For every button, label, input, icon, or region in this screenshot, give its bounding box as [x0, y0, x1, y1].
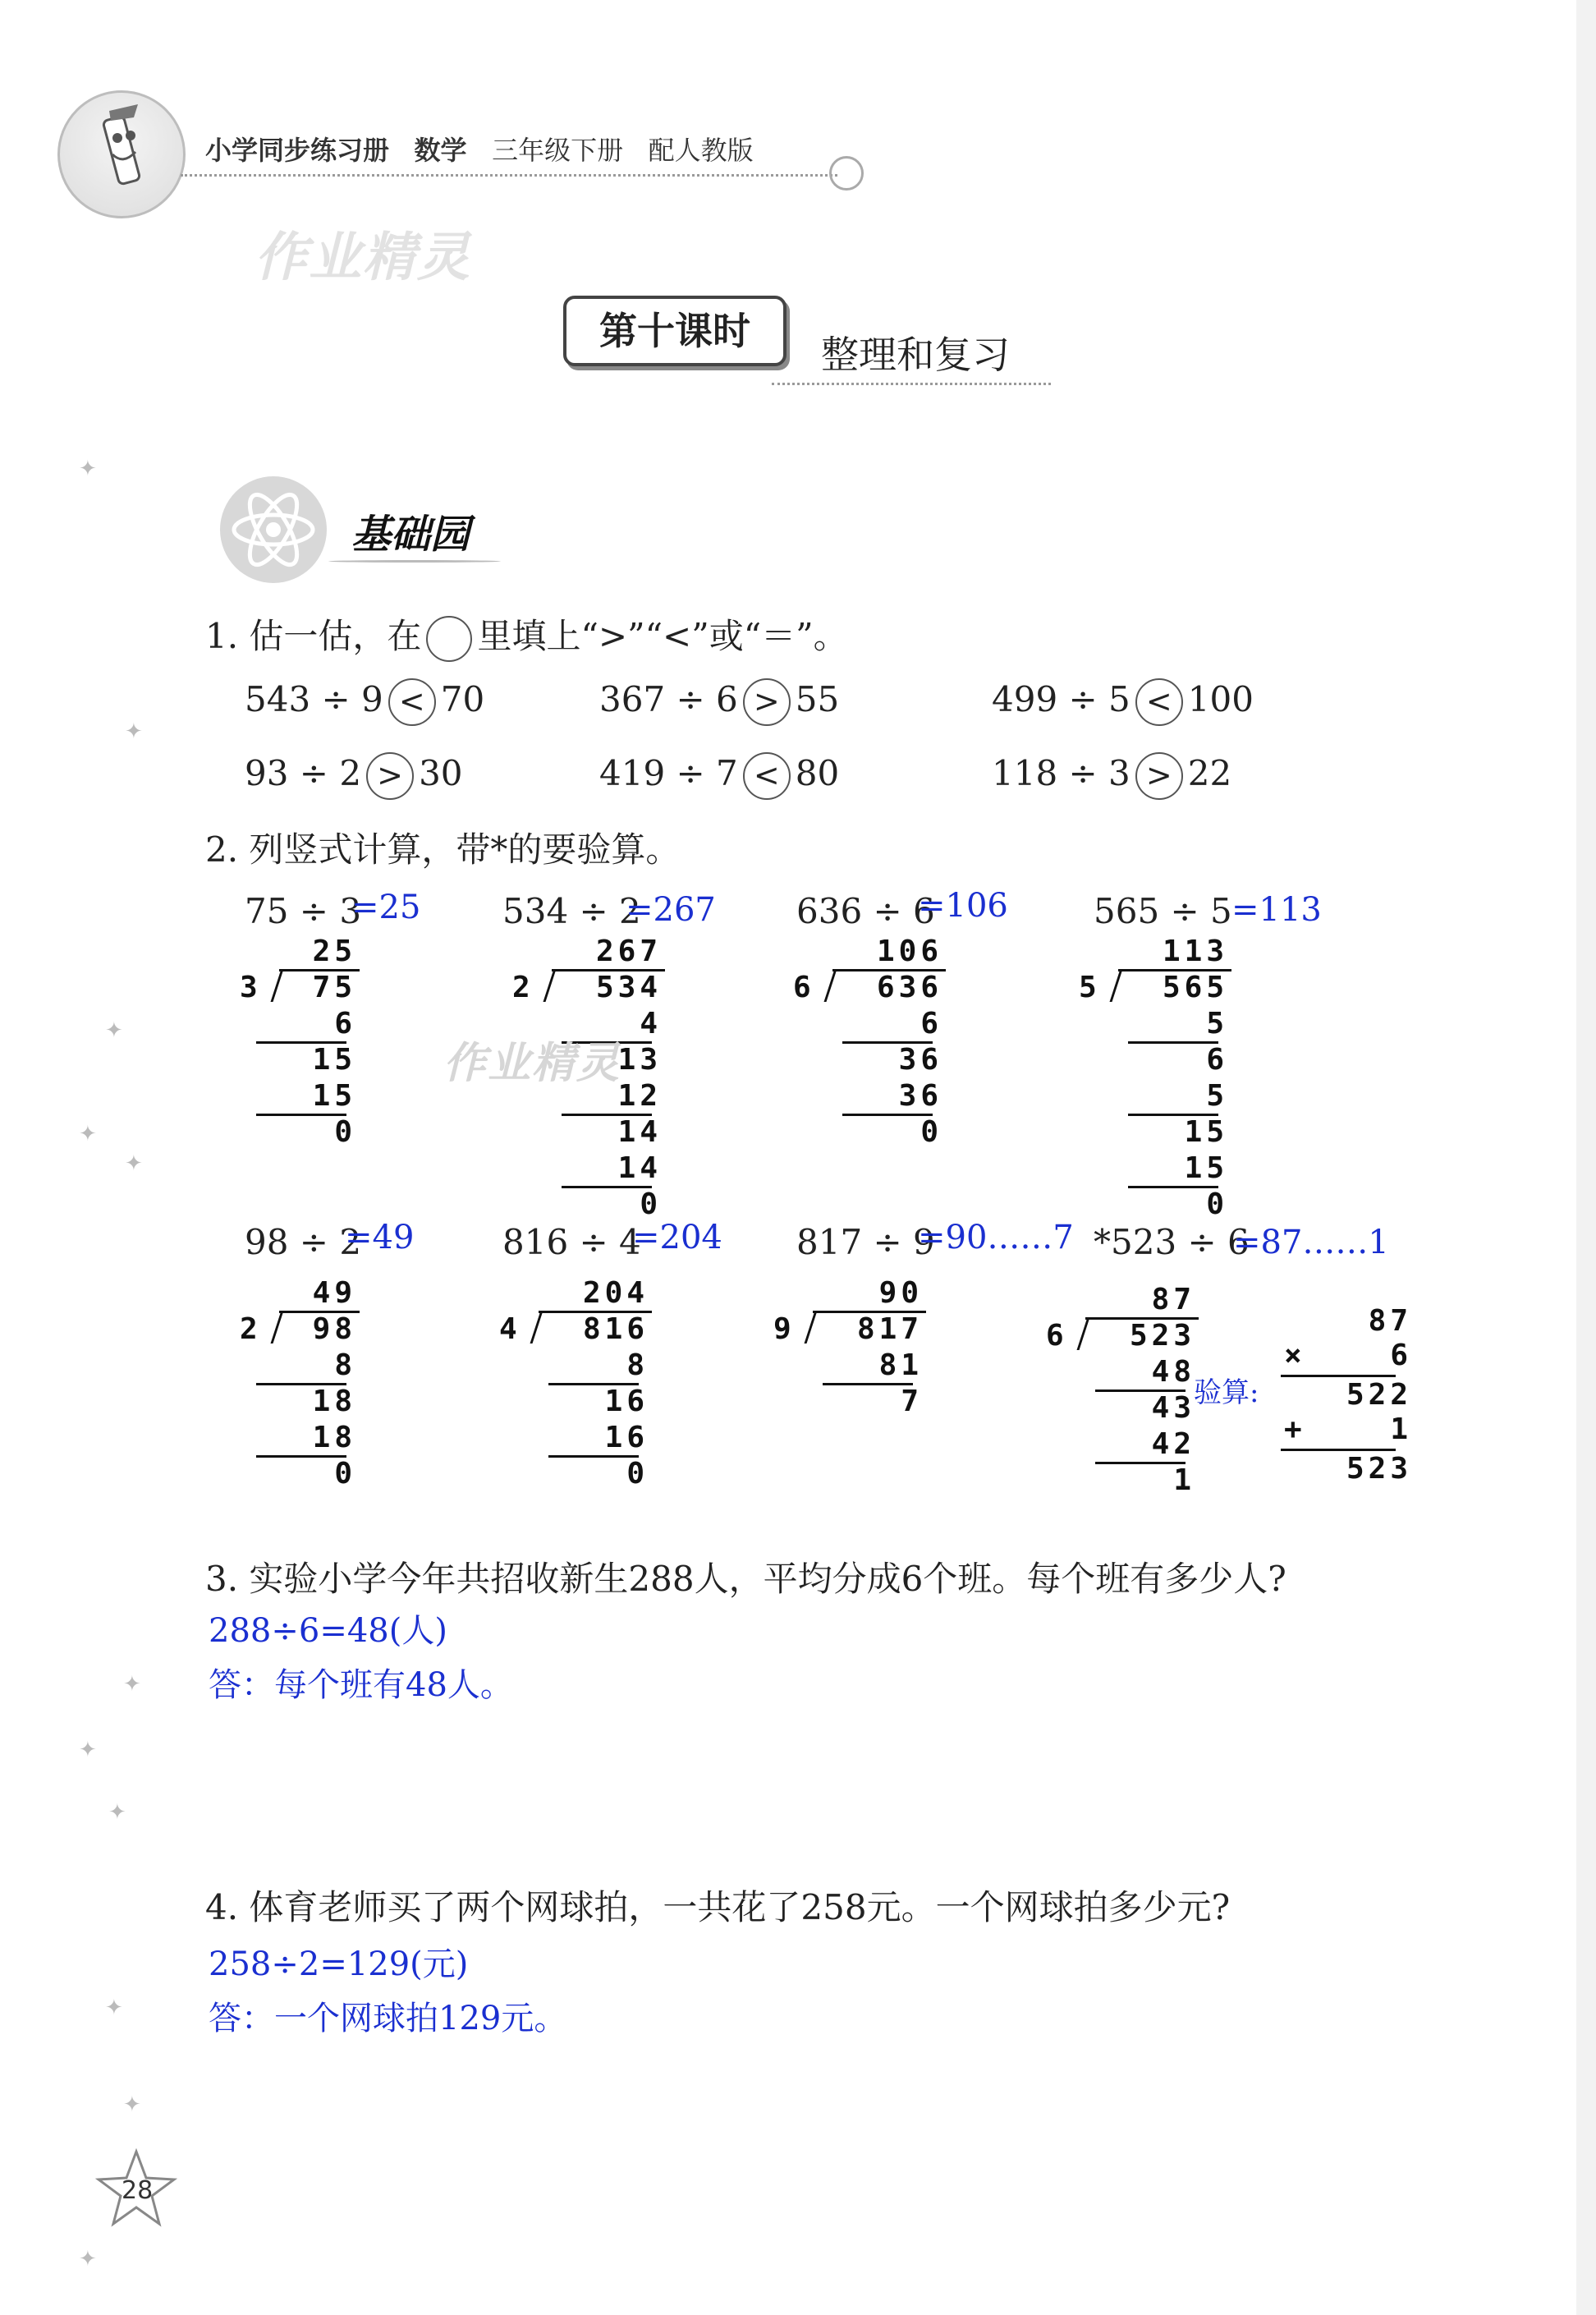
divisor: 5 [1079, 971, 1101, 1004]
atom-badge-icon [220, 476, 327, 583]
division-bracket [824, 969, 837, 1002]
division-step: 14 [617, 1151, 662, 1185]
star-icon: ✦ [105, 1018, 123, 1043]
division-bracket [1110, 969, 1123, 1002]
division-step: 8 [334, 1348, 356, 1382]
division-bracket [530, 1311, 543, 1344]
q1-rhs: 55 [795, 679, 840, 719]
division-step: 36 [898, 1043, 942, 1077]
lesson-underline [772, 383, 1051, 385]
check-line [1281, 1375, 1396, 1377]
q3-prompt: 3. 实验小学今年共招收新生288人，平均分成6个班。每个班有多少人? [205, 1559, 1286, 1599]
q2-expr: 565 ÷ 5 [1094, 891, 1232, 931]
q1-expr: 419 ÷ 7 [599, 753, 738, 793]
star-icon: ✦ [79, 1122, 97, 1146]
division-step: 6 [920, 1007, 942, 1040]
q1-item [992, 752, 1231, 800]
star-icon: ✦ [125, 1151, 143, 1176]
long-division [773, 1276, 929, 1440]
star-icon: ✦ [123, 2092, 141, 2117]
long-division [1079, 935, 1235, 1221]
q2-answer: =113 [1231, 891, 1322, 929]
divisor: 2 [512, 971, 534, 1004]
q2-expr: 75 ÷ 3 [245, 891, 362, 931]
mascot-logo [57, 90, 186, 218]
step-line [1095, 1462, 1186, 1464]
subject-name: 数学 [414, 135, 467, 166]
division-step: 14 [617, 1115, 662, 1149]
q1-rhs: 80 [795, 753, 840, 793]
q1-rhs: 22 [1187, 753, 1232, 793]
star-icon: ✦ [108, 1800, 126, 1825]
grade-name: 三年级下册 [492, 135, 624, 166]
q1-item [992, 678, 1254, 726]
division-step: 13 [617, 1043, 662, 1077]
star-icon: ✦ [123, 1672, 141, 1697]
times-sign: × [1284, 1339, 1306, 1372]
check-sum: 523 [1346, 1452, 1412, 1486]
q4-answer: 答：一个网球拍129元。 [209, 2000, 567, 2037]
division-step: 0 [1206, 1187, 1228, 1221]
divisor: 6 [1046, 1319, 1068, 1353]
step-line [562, 1186, 652, 1188]
header-divider [181, 174, 837, 177]
q2-answer: =25 [351, 889, 421, 926]
quotient: 113 [1162, 935, 1228, 968]
division-step: 8 [626, 1348, 649, 1382]
q2-expr: *523 ÷ 6 [1094, 1222, 1250, 1262]
division-step: 6 [334, 1007, 356, 1040]
step-line [842, 1114, 933, 1116]
q1-prompt-part1: 1. 估一估，在 [205, 616, 422, 656]
comparison-circle[interactable]: < [1135, 678, 1183, 726]
comparison-circle[interactable]: < [388, 678, 436, 726]
blank-circle-icon [426, 616, 472, 662]
quotient: 106 [876, 935, 942, 968]
division-step: 43 [1151, 1391, 1195, 1425]
division-step: 0 [334, 1457, 356, 1491]
q2-expr: 98 ÷ 2 [245, 1222, 362, 1262]
division-step: 18 [312, 1421, 356, 1454]
q1-prompt-part2: 里填上“>”“<”或“＝”。 [477, 616, 848, 656]
division-bracket [1077, 1317, 1090, 1350]
q2-expr: 534 ÷ 2 [502, 891, 641, 931]
watermark-text: 作业精灵 [255, 227, 471, 288]
division-step: 0 [640, 1187, 662, 1221]
q1-item [245, 678, 484, 726]
divisor: 9 [773, 1312, 796, 1346]
q1-item [245, 752, 463, 800]
star-icon: ✦ [105, 1996, 123, 2020]
dividend: 636 [876, 971, 942, 1004]
lesson-title: 整理和复习 [821, 333, 1010, 377]
q3-calc: 288÷6=48(人) [209, 1612, 447, 1650]
lesson-number: 第十课时 [599, 309, 750, 353]
dividend: 534 [595, 971, 662, 1004]
q2-prompt: 2. 列竖式计算，带*的要验算。 [205, 829, 681, 870]
q2-answer: =87……1 [1233, 1224, 1389, 1261]
step-line [1128, 1186, 1218, 1188]
quotient: 204 [582, 1276, 649, 1310]
check-label: 验算: [1194, 1376, 1259, 1409]
dividend: 523 [1129, 1319, 1195, 1353]
dividend: 817 [856, 1312, 923, 1346]
division-step: 7 [901, 1385, 923, 1418]
check-line [1281, 1449, 1396, 1451]
book-name: 小学同步练习册 [205, 135, 390, 166]
quotient: 90 [878, 1276, 923, 1310]
division-step: 6 [1206, 1043, 1228, 1077]
q1-prompt [205, 609, 848, 662]
page-number: 28 [122, 2176, 154, 2205]
section-underline [328, 560, 501, 563]
division-step: 15 [312, 1043, 356, 1077]
division-bracket [271, 1311, 284, 1344]
divisor: 4 [499, 1312, 521, 1346]
page-edge [1576, 0, 1596, 2315]
star-icon: ✦ [125, 719, 143, 744]
q2-answer: =267 [626, 891, 716, 929]
quotient: 87 [1151, 1283, 1195, 1316]
q1-rhs: 100 [1187, 679, 1254, 719]
step-line [256, 1455, 346, 1458]
star-icon: ✦ [79, 2247, 97, 2271]
q1-expr: 543 ÷ 9 [245, 679, 383, 719]
division-step: 42 [1151, 1427, 1195, 1461]
q1-item [599, 752, 839, 800]
division-step: 48 [1151, 1355, 1195, 1389]
division-step: 0 [334, 1115, 356, 1149]
division-step: 36 [898, 1079, 942, 1113]
q2-expr: 816 ÷ 4 [502, 1222, 641, 1262]
q1-rhs: 70 [440, 679, 485, 719]
comparison-circle[interactable]: < [743, 752, 791, 800]
q4-prompt: 4. 体育老师买了两个网球拍，一共花了258元。一个网球拍多少元? [205, 1887, 1231, 1927]
division-step: 16 [604, 1385, 649, 1418]
q3-answer: 答：每个班有48人。 [209, 1666, 513, 1704]
division-bracket [543, 969, 557, 1002]
division-step: 0 [626, 1457, 649, 1491]
division-step: 5 [1206, 1007, 1228, 1040]
dividend: 75 [312, 971, 356, 1004]
q2-answer: =49 [345, 1219, 415, 1256]
check-remainder: 1 [1390, 1412, 1412, 1446]
comparison-circle[interactable]: > [366, 752, 414, 800]
q1-item [599, 678, 839, 726]
long-division [240, 935, 363, 1164]
divisor: 6 [793, 971, 815, 1004]
q1-expr: 118 ÷ 3 [992, 753, 1130, 793]
spiral-ornament-icon [829, 156, 864, 191]
check-multiplier: 6 [1390, 1339, 1412, 1372]
dividend: 816 [582, 1312, 649, 1346]
step-line [1128, 1041, 1218, 1044]
division-step: 18 [312, 1385, 356, 1418]
long-division [793, 935, 949, 1164]
division-bracket [271, 969, 284, 1002]
divisor: 3 [240, 971, 262, 1004]
q1-expr: 367 ÷ 6 [599, 679, 738, 719]
section-title: 基础园 [351, 512, 470, 558]
division-step: 15 [312, 1079, 356, 1113]
long-division [499, 1276, 655, 1506]
header-title [205, 130, 754, 168]
division-step: 81 [878, 1348, 923, 1382]
dividend: 98 [312, 1312, 356, 1346]
division-step: 12 [617, 1079, 662, 1113]
star-icon: ✦ [79, 457, 97, 481]
division-step: 0 [920, 1115, 942, 1149]
plus-sign: + [1284, 1412, 1306, 1446]
long-division [240, 1276, 363, 1506]
q4-calc: 258÷2=129(元) [209, 1945, 469, 1983]
star-icon: ✦ [79, 1738, 97, 1762]
division-step: 1 [1173, 1463, 1195, 1497]
division-step: 16 [604, 1421, 649, 1454]
edition-name: 配人教版 [648, 135, 754, 166]
step-line [256, 1114, 346, 1116]
q2-expr: 817 ÷ 9 [796, 1222, 935, 1262]
lesson-number-box [563, 296, 787, 366]
divisor: 2 [240, 1312, 262, 1346]
q2-expr: 636 ÷ 6 [796, 891, 935, 931]
division-step: 4 [640, 1007, 662, 1040]
q2-answer: =90……7 [918, 1219, 1074, 1256]
watermark-text: 作业精灵 [443, 1039, 621, 1088]
check-product: 522 [1346, 1378, 1412, 1412]
q1-expr: 499 ÷ 5 [992, 679, 1130, 719]
step-line [823, 1383, 913, 1385]
quotient: 49 [312, 1276, 356, 1310]
long-division [1046, 1283, 1202, 1504]
division-step: 15 [1184, 1115, 1228, 1149]
division-step: 5 [1206, 1079, 1228, 1113]
quotient: 267 [595, 935, 662, 968]
q1-rhs: 30 [419, 753, 463, 793]
q1-expr: 93 ÷ 2 [245, 753, 362, 793]
q2-answer: =204 [632, 1219, 722, 1256]
q2-answer: =106 [918, 887, 1008, 925]
comparison-circle[interactable]: > [1135, 752, 1183, 800]
check-multiplicand: 87 [1368, 1304, 1412, 1338]
quotient: 25 [312, 935, 356, 968]
step-line [548, 1455, 639, 1458]
division-step: 15 [1184, 1151, 1228, 1185]
division-bracket [805, 1311, 818, 1344]
check-computation [1281, 1304, 1412, 1485]
comparison-circle[interactable]: > [743, 678, 791, 726]
pencil-mascot-icon [60, 93, 183, 216]
dividend: 565 [1162, 971, 1228, 1004]
